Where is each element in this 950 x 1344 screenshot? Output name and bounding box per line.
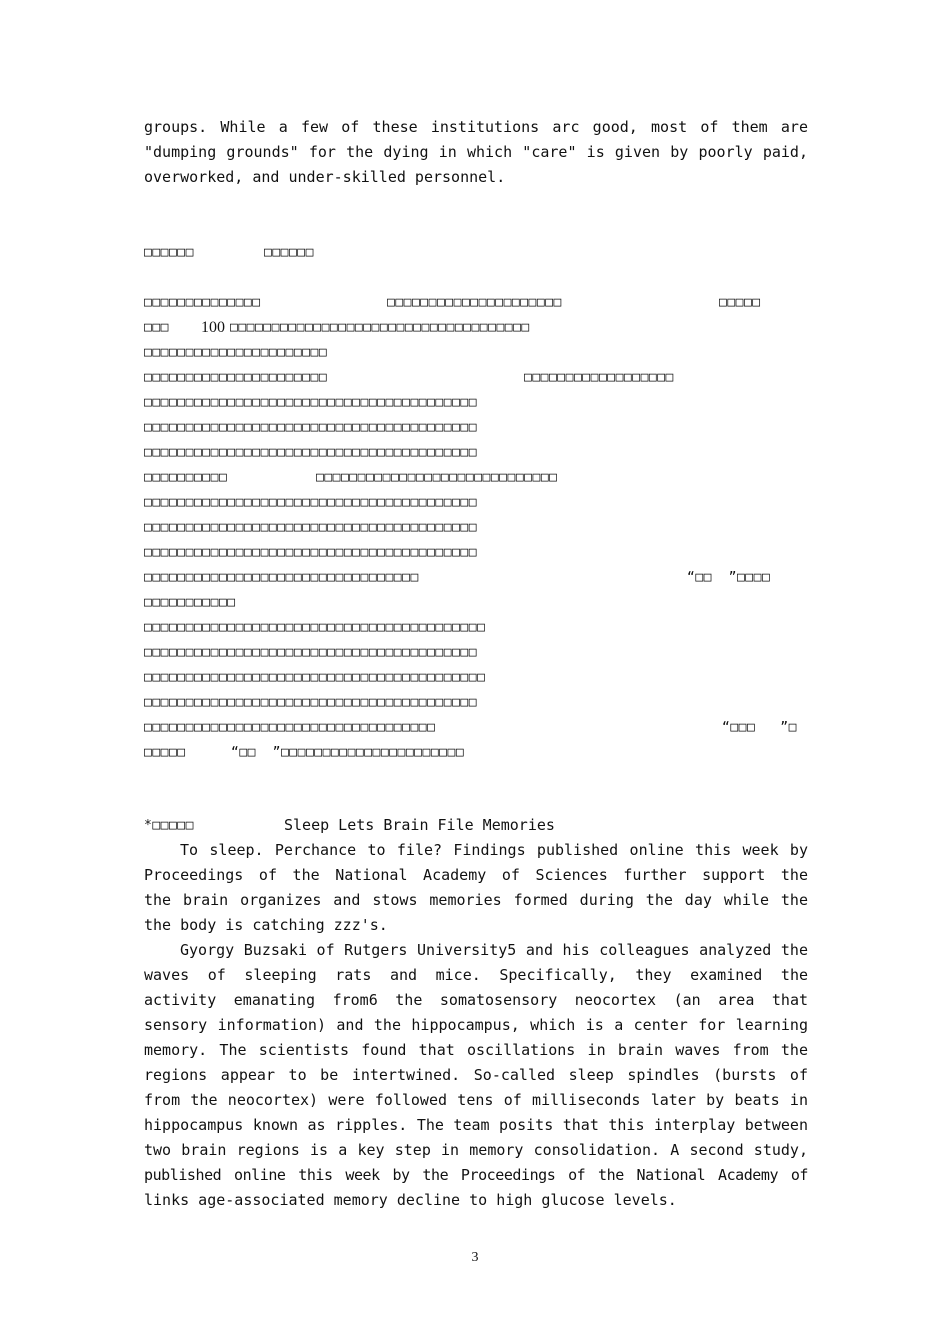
text-line: □□□□□□□□□□ □□□□□□□□□□□□□□□□□□□□□□□□□□□□□ [144,470,558,485]
article-paragraph [144,838,808,938]
text-line: □□□□□□□□□□□□□□□□□□□□□□□□□□□□□□□□□□□□□□□□□ [144,620,486,635]
text-line: □□□□□□□□□□□□□□□□□□□□□□ □□□□□□□□□□□□□□□□□□ [144,370,674,385]
text-line: To sleep. Perchance to file? Findings published online this week by [180,841,808,859]
text-line: □□□□□□□□□□□□□□□□□□□□□□□□□□□□□□□□□□□ “□□□ ”□ [144,720,797,735]
text-line: links age-associated memory decline to high glucose levels. [144,1191,677,1209]
text-line: □□□□□□□□□□□ [144,595,236,610]
text-line: □□□□□□□□□□□□□□□□□□□□□□□□□□□□□□□□□□□□□□□□ [144,695,478,710]
text-line: □□□□□□□□□□□□□□□□□□□□□□□□□□□□□□□□□□□□□□□□ [144,420,478,435]
text-line: □□□□□□□□□□□□□□□□□□□□□□□□□□□□□□□□□□□□□□□□ [144,520,478,535]
chinese-body [144,290,808,765]
text-line: regions appear to be intertwined. So-called sleep spindles (bursts of [144,1066,808,1084]
heading-part: □□□□□□ [144,245,194,260]
text-line: groups. While a few of these institutions arc good, most of them are [144,118,808,136]
text-line: published online this week by the Proceedings of the National Academy of [144,1166,808,1184]
heading-prefix: *□□□□□ [144,818,194,833]
text-line: two brain regions is a key step in memory consolidation. A second study, [144,1141,808,1159]
text-line: memory. The scientists found that oscillations in brain waves from the [144,1041,808,1059]
text-line: □□□□□□□□□□□□□□ □□□□□□□□□□□□□□□□□□□□□ □□□□□ [144,295,761,310]
text-line: Gyorgy Buzsaki of Rutgers University5 and his colleagues analyzed the [180,941,808,959]
section-heading [144,240,808,265]
text-line: □□□□□□□□□□□□□□□□□□□□□□□□□□□□□□□□□□□□□□□□ [144,495,478,510]
text-line: □□□□□□□□□□□□□□□□□□□□□□□□□□□□□□□□□□□□□□□□ [144,445,478,460]
text-line: □□□□□□□□□□□□□□□□□□□□□□ [144,345,328,360]
article-paragraph [144,938,808,1213]
text-line: from the neocortex) were followed tens of milliseconds later by beats in [144,1091,808,1109]
text-line: hippocampus known as ripples. The team posits that this interplay between [144,1116,808,1134]
text-line: activity emanating from6 the somatosensory neocortex (an area that [144,991,808,1009]
text-line: □□□□□□□□□□□□□□□□□□□□□□□□□□□□□□□□□□□□□□□□ [144,645,478,660]
article-heading [144,813,808,838]
text-line: "dumping grounds" for the dying in which "care" is given by poorly paid, [144,143,808,161]
text-line: □□□□□□□□□□□□□□□□□□□□□□□□□□□□□□□□□ “□□ ”□□□□ [144,570,771,585]
text-line: □□□□□ “□□ ”□□□□□□□□□□□□□□□□□□□□□□ [144,745,465,760]
text-line: Proceedings of the National Academy of Sciences further support the [144,866,808,884]
page-number: 3 [471,1250,479,1265]
heading-part: □□□□□□ [264,245,314,260]
top-paragraph [144,115,808,190]
text-line: □□□□□□□□□□□□□□□□□□□□□□□□□□□□□□□□□□□□□□□□ [144,395,478,410]
text-line: □□□□□□□□□□□□□□□□□□□□□□□□□□□□□□□□□□□□□□□□□ [144,670,486,685]
text-line: waves of sleeping rats and mice. Specifically, they examined the [144,966,808,984]
article-title: Sleep Lets Brain File Memories [284,816,555,834]
text-line: overworked, and under-skilled personnel. [144,168,506,186]
text-line: the brain organizes and stows memories formed during the day while the [144,891,808,909]
text-line: sensory information) and the hippocampus, which is a center for learning [144,1016,808,1034]
text-line: □□□□□□□□□□□□□□□□□□□□□□□□□□□□□□□□□□□□□□□□ [144,545,478,560]
text-line: the body is catching zzz's. [144,916,388,934]
text-line: □□□ 100 □□□□□□□□□□□□□□□□□□□□□□□□□□□□□□□□□□□□ [144,319,530,336]
